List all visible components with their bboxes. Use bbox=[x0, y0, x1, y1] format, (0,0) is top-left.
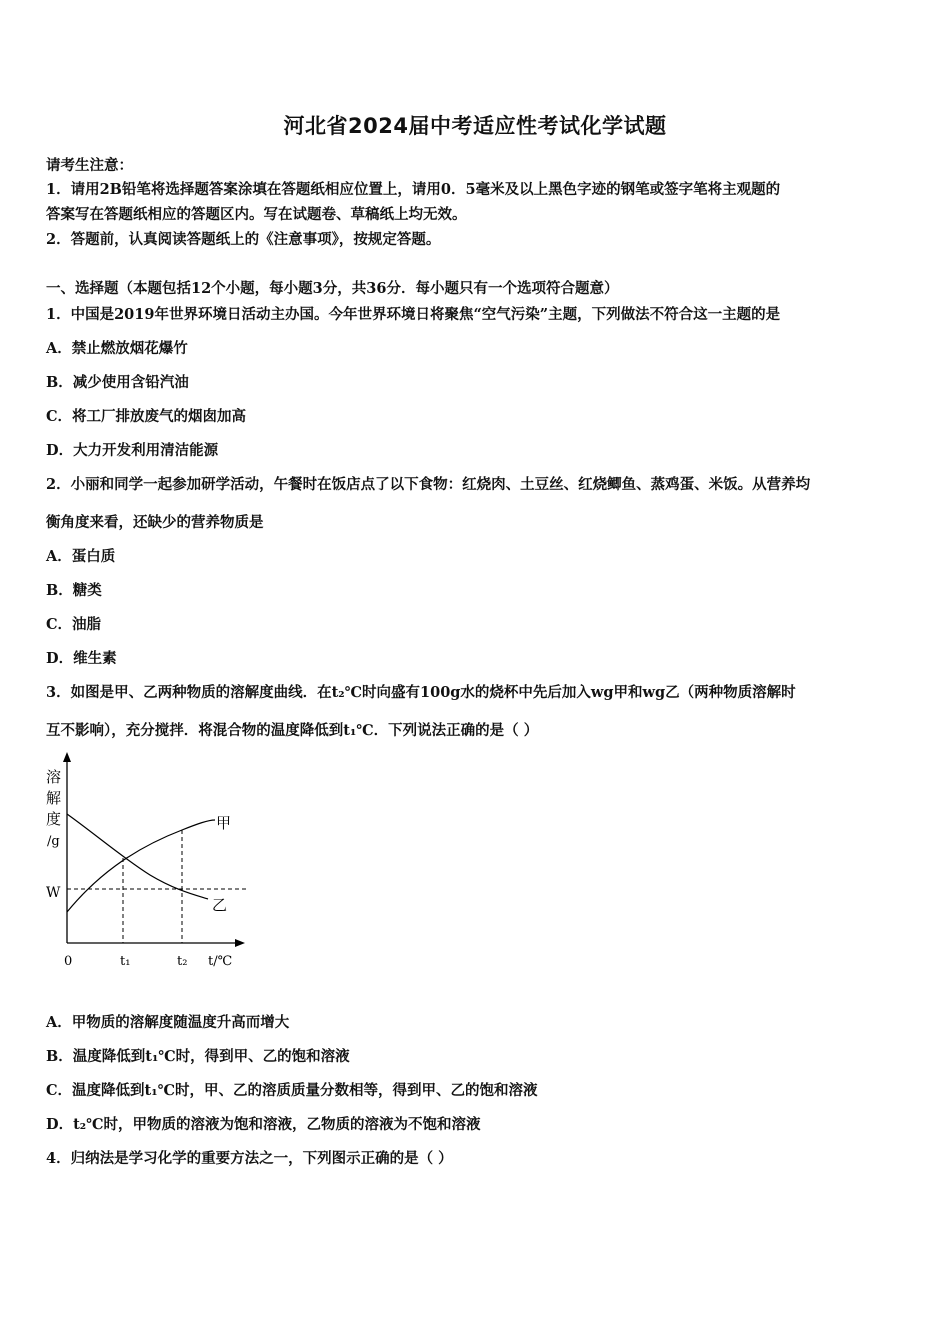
q3-option-b: B．温度降低到t₁℃时，得到甲、乙的饱和溶液 bbox=[46, 1048, 350, 1065]
curve-jia-label: 甲 bbox=[216, 814, 232, 832]
t1-label: t₁ bbox=[120, 954, 131, 969]
q2-option-c: C．油脂 bbox=[46, 616, 102, 633]
w-label: W bbox=[46, 885, 61, 901]
y-label-char-3: 度 bbox=[46, 810, 62, 828]
q3-option-c: C．温度降低到t₁℃时，甲、乙的溶质质量分数相等，得到甲、乙的饱和溶液 bbox=[46, 1082, 538, 1099]
section-heading: 一、选择题（本题包括12个小题，每小题3分，共36分．每小题只有一个选项符合题意） bbox=[46, 280, 619, 297]
q1-option-c: C．将工厂排放废气的烟囱加高 bbox=[46, 408, 247, 425]
y-label-char-1: 溶 bbox=[46, 768, 62, 786]
q3-option-a: A．甲物质的溶解度随温度升高而增大 bbox=[46, 1014, 290, 1031]
y-label-unit: /g bbox=[47, 834, 60, 849]
q4-stem: 4．归纳法是学习化学的重要方法之一，下列图示正确的是（ ） bbox=[46, 1150, 453, 1167]
q1-option-a: A．禁止燃放烟花爆竹 bbox=[46, 340, 188, 357]
x-axis-label: t/℃ bbox=[208, 954, 233, 969]
q2-option-a: A．蛋白质 bbox=[46, 548, 116, 565]
curve-yi-label: 乙 bbox=[212, 896, 228, 914]
q1-option-b: B．减少使用含铅汽油 bbox=[46, 374, 189, 391]
q2-option-d: D．维生素 bbox=[46, 650, 117, 667]
q2-stem-line-1: 2．小丽和同学一起参加研学活动，午餐时在饭店点了以下食物：红烧肉、土豆丝、红烧鲫鱼、蒸鸡蛋、米饭。从营养均 bbox=[46, 476, 811, 493]
x-axis-arrow bbox=[235, 939, 245, 947]
solubility-curve-graph bbox=[40, 750, 260, 980]
q3-stem-line-1: 3．如图是甲、乙两种物质的溶解度曲线．在t₂℃时向盛有100g水的烧杯中先后加入wg甲和wg乙（两种物质溶解时 bbox=[46, 684, 796, 701]
origin-label: 0 bbox=[64, 954, 73, 969]
y-label-char-2: 解 bbox=[46, 789, 62, 807]
page-title: 河北省2024届中考适应性考试化学试题 bbox=[283, 114, 667, 138]
notice-item-2: 2．答题前，认真阅读答题纸上的《注意事项》，按规定答题。 bbox=[46, 231, 441, 248]
q3-stem-line-2: 互不影响），充分搅拌．将混合物的温度降低到t₁℃．下列说法正确的是（ ） bbox=[46, 722, 539, 739]
t2-label: t₂ bbox=[177, 954, 188, 969]
curve-jia bbox=[67, 820, 215, 912]
q2-stem-line-2: 衡角度来看，还缺少的营养物质是 bbox=[46, 514, 264, 531]
notice-item-1-line-1: 1．请用2B铅笔将选择题答案涂填在答题纸相应位置上，请用0．5毫米及以上黑色字迹的钢笔或签字笔将主观题的 bbox=[46, 181, 781, 198]
y-axis-arrow bbox=[63, 752, 71, 762]
curve-yi bbox=[67, 814, 208, 899]
q1-stem: 1．中国是2019年世界环境日活动主办国。今年世界环境日将聚焦“空气污染”主题，下列做法不符合这一主题的是 bbox=[46, 306, 781, 323]
q2-option-b: B．糖类 bbox=[46, 582, 102, 599]
q1-option-d: D．大力开发利用清洁能源 bbox=[46, 442, 219, 459]
notice-item-1-line-2: 答案写在答题纸相应的答题区内。写在试题卷、草稿纸上均无效。 bbox=[46, 206, 467, 223]
notice-heading: 请考生注意： bbox=[46, 157, 133, 174]
q3-option-d: D．t₂℃时，甲物质的溶液为饱和溶液，乙物质的溶液为不饱和溶液 bbox=[46, 1116, 481, 1133]
